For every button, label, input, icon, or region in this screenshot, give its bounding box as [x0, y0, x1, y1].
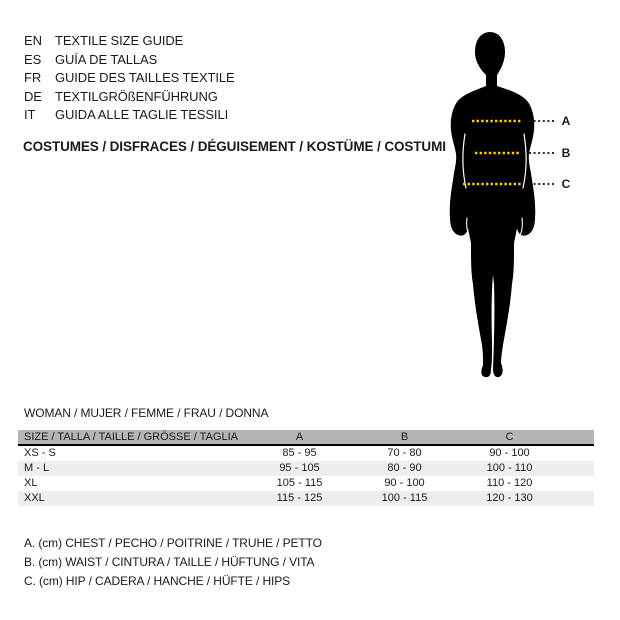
- size-cell: XXL: [24, 492, 45, 504]
- hip-value-cell: 100 - 110: [486, 462, 533, 474]
- category-title: COSTUMES / DISFRACES / DÉGUISEMENT / KOSTÜME / COSTUMI: [23, 139, 446, 154]
- hip-value-cell: 120 - 130: [486, 492, 533, 504]
- language-row: [24, 88, 235, 107]
- chest-value-cell: 115 - 125: [276, 492, 323, 504]
- table-row-xxl: [18, 491, 594, 506]
- waist-value-cell: 90 - 100: [384, 477, 425, 489]
- marker-label-a: A: [561, 114, 571, 128]
- legend-item-hip: C. (cm) HIP / CADERA / HANCHE / HÜFTE / HIPS: [24, 574, 291, 588]
- woman-section-title: WOMAN / MUJER / FEMME / FRAU / DONNA: [24, 406, 269, 420]
- language-title: TEXTILGRÖßENFÜHRUNG: [55, 88, 218, 104]
- language-row: [24, 106, 235, 125]
- column-header-a: A: [247, 430, 352, 445]
- size-table: [18, 430, 594, 506]
- table-filler-cell: [562, 461, 594, 476]
- language-row: [24, 69, 235, 88]
- language-title: TEXTILE SIZE GUIDE: [55, 33, 184, 48]
- legend-item-chest: A. (cm) CHEST / PECHO / POITRINE / TRUHE / PETTO: [24, 536, 322, 550]
- marker-label-b: B: [561, 146, 571, 160]
- table-filler-cell: [562, 430, 594, 445]
- hip-value-cell: 110 - 120: [486, 477, 533, 489]
- waist-value-cell: 70 - 80: [387, 447, 422, 459]
- waist-value-cell: 100 - 115: [381, 492, 428, 504]
- table-filler-cell: [562, 476, 594, 491]
- language-code: FR: [24, 70, 42, 85]
- marker-label-c: C: [561, 177, 571, 191]
- language-row: [24, 32, 235, 51]
- language-code: EN: [24, 33, 42, 48]
- table-row-xl: [18, 476, 594, 491]
- language-title: GUIDA ALLE TAGLIE TESSILI: [55, 107, 229, 122]
- silhouette-body: [450, 32, 536, 377]
- measurement-legend: [24, 534, 322, 591]
- woman-silhouette-icon: [445, 30, 575, 380]
- waist-value-cell: 80 - 90: [387, 462, 422, 474]
- chest-value-cell: 95 - 105: [279, 462, 320, 474]
- chest-value-cell: 85 - 95: [282, 447, 317, 459]
- language-title: GUÍA DE TALLAS: [55, 51, 158, 67]
- size-cell: XS - S: [24, 447, 56, 459]
- table-filler-cell: [562, 491, 594, 506]
- table-row-xs-s: [18, 445, 594, 461]
- language-code: ES: [24, 51, 42, 67]
- language-code: DE: [24, 88, 42, 104]
- woman-silhouette-figure: [445, 30, 575, 380]
- hip-value-cell: 90 - 100: [489, 447, 530, 459]
- size-cell: M - L: [24, 462, 50, 474]
- column-header-size: SIZE / TALLA / TAILLE / GRÖSSE / TAGLIA: [18, 430, 247, 445]
- column-header-c: C: [457, 430, 562, 445]
- column-header-b: B: [352, 430, 457, 445]
- size-cell: XL: [24, 477, 38, 489]
- table-filler-cell: [562, 445, 594, 461]
- chest-value-cell: 105 - 115: [276, 477, 323, 489]
- language-row: [24, 51, 235, 70]
- size-table-header-row: [18, 430, 594, 445]
- table-row-m-l: [18, 461, 594, 476]
- legend-item-waist: B. (cm) WAIST / CINTURA / TAILLE / HÜFTUNG / VITA: [24, 555, 315, 569]
- language-list: [24, 32, 235, 125]
- language-code: IT: [24, 107, 36, 122]
- language-title: GUIDE DES TAILLES TEXTILE: [55, 70, 235, 85]
